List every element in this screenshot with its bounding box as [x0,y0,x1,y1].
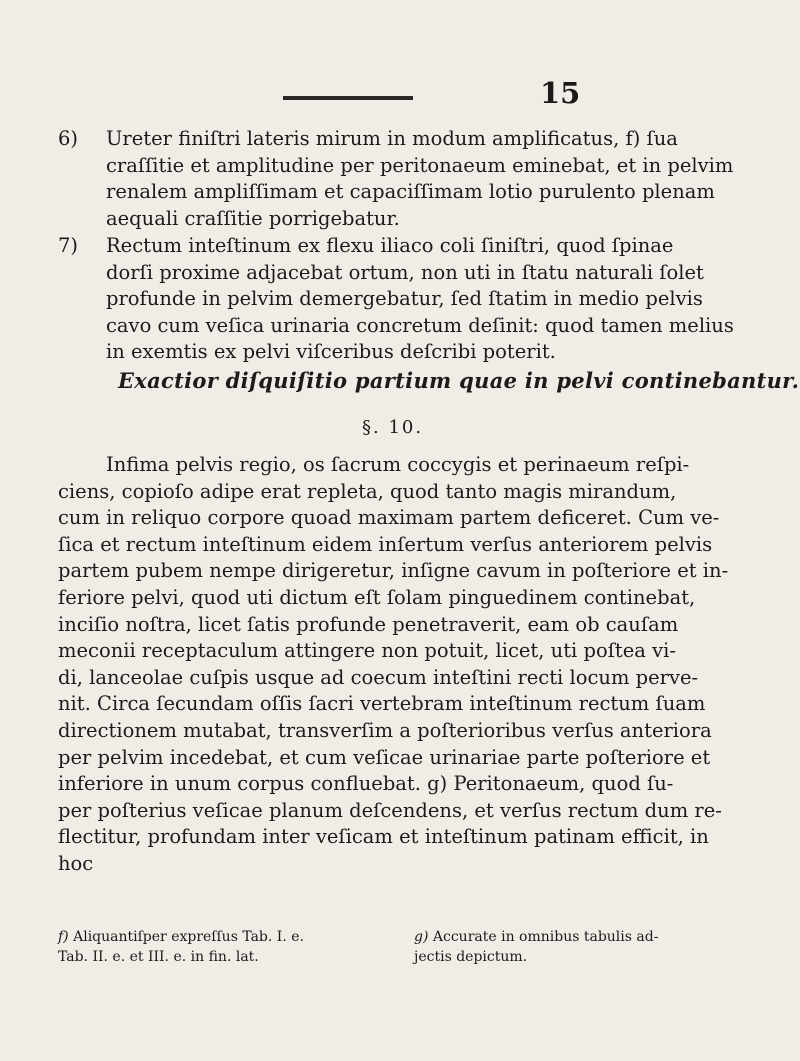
item-7 [58,233,738,366]
item-line: craſſitie et amplitudine per peritonaeum eminebat, et in pelvim [106,153,734,177]
header-rule [283,96,413,100]
footnote-label: f) [58,929,69,945]
item-number: 6) [58,127,79,150]
text-line: per poſterius veſicae planum deſcendens, et verſus rectum dum re- [58,798,722,822]
item-line: aequali craſſitie porrigebatur. [106,206,400,230]
footnote-f [58,927,384,967]
item-line: Ureter finiſtri lateris mirum in modum amplificatus, f) ſua [106,127,678,150]
item-6-paragraph [58,126,738,232]
text-line: flectitur, profundam inter veſicam et inteſtinum patinam efficit, in [58,825,709,849]
item-7-paragraph [58,233,738,366]
text-line: feriore pelvi, quod uti dictum eſt ſolam pinguedinem continebat, [58,585,696,609]
item-line: profunde in pelvim demergebatur, ſed ſtatim in medio pelvis [106,287,703,310]
item-6 [58,126,738,232]
item-line: dorſi proxime adjacebat ortum, non uti in ſtatu naturali ſolet [106,260,704,284]
text-line: per pelvim incedebat, et cum veſicae urinariae parte poſteriore et [58,745,711,769]
text-line: meconii receptaculum attingere non potuit, licet, uti poſtea vi- [58,639,676,663]
text-line: di, lanceolae cuſpis usque ad coecum inteſtini recti locum perve- [58,665,699,689]
text-line: partem pubem nempe dirigeretur, inſigne cavum in poſteriore et in- [58,559,729,583]
item-line: in exemtis ex pelvi viſceribus deſcribi poterit. [106,340,556,363]
section-number: §. 10. [362,417,424,438]
footnote-text: Tab. II. e. et III. e. in fin. lat. [58,949,259,965]
main-text [58,452,740,851]
text-line: nit. Circa ſecundam oſſis ſacri vertebram inteſtinum rectum ſuam [58,692,706,716]
item-line: renalem ampliſſimam et capaciſſimam lotio purulento plenam [106,180,715,203]
main-paragraph [58,452,740,878]
text-line: directionem mutabat, transverſim a poſterioribus verſus anteriora [58,718,712,742]
item-line: Rectum inteſtinum ex flexu iliaco coli ſiniſtri, quod ſpinae [106,234,674,257]
item-line: cavo cum veſica urinaria concretum deſinit: quod tamen melius [106,313,734,337]
footnote-text: Accurate in omnibus tabulis ad- [432,929,659,945]
catchword: hoc [58,851,94,875]
text-line: cum in reliquo corpore quoad maximam partem deficeret. Cum ve- [58,506,720,530]
footnote-label: g) [414,929,429,945]
text-line: inciſio noſtra, licet ſatis profunde penetraverit, eam ob cauſam [58,612,679,636]
text-line: ſica et rectum inteſtinum eidem inſertum verſus anteriorem pelvis [58,532,713,556]
footnote-g [384,927,740,967]
text-line: Infima pelvis regio, os ſacrum coccygis et perinaeum reſpi- [106,453,690,476]
text-line: inferiore in unum corpus confluebat. g) Peritonaeum, quod ſu- [58,772,674,796]
text-line: ciens, copioſo adipe erat repleta, quod tanto magis mirandum, [58,479,677,503]
footnote-text: Aliquantiſper expreſſus Tab. I. e. [73,929,304,945]
footnotes [58,927,740,967]
page-number: 15 [540,76,581,110]
item-number: 7) [58,234,79,257]
subheading: Exactior diſquiſitio partium quae in pelvi continebantur. [118,368,800,393]
footnote-text: jectis depictum. [414,949,528,965]
